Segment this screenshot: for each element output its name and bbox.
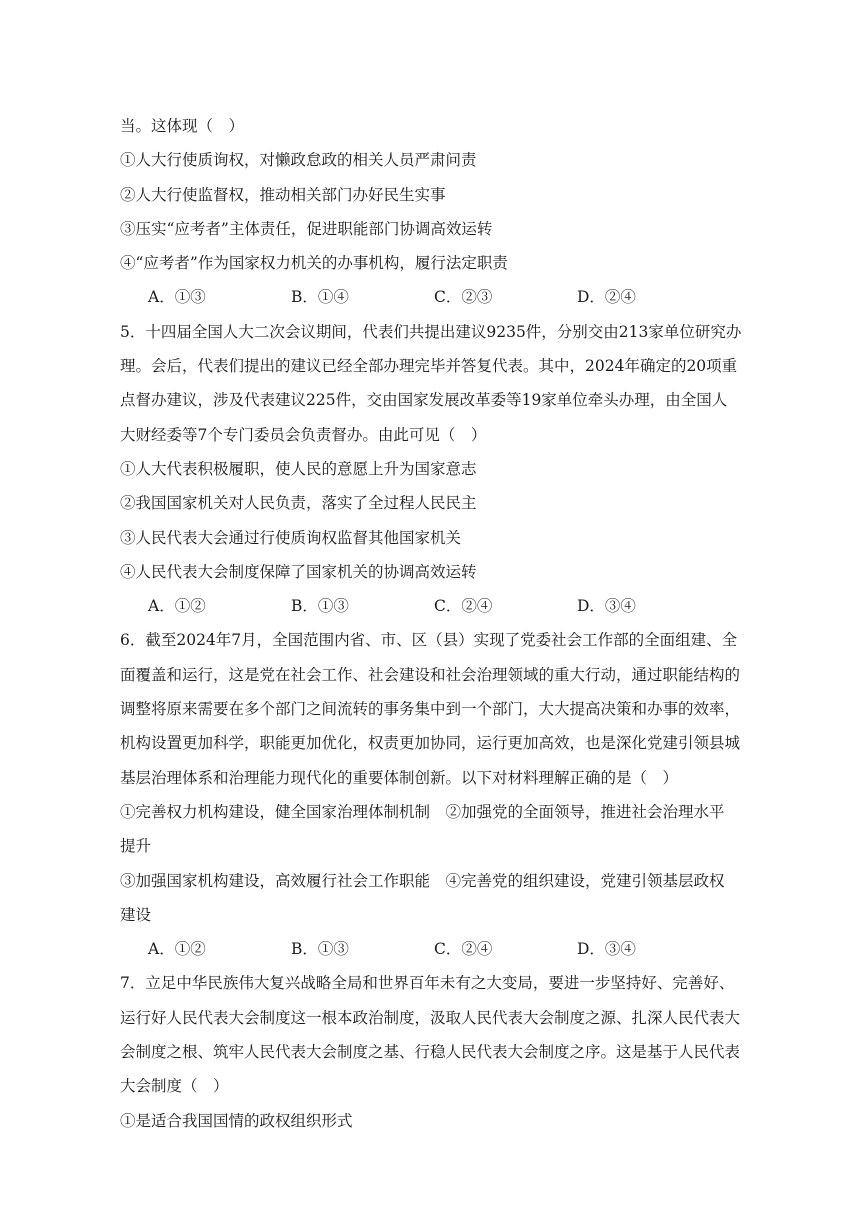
q4-option-c[interactable]: C．②③ [434,288,493,307]
q6-statement-line-3: ③加强国家机构建设，高效履行社会工作职能 ④完善党的组织建设，党建引领基层政权 [120,871,725,890]
q7-stem-line-1: 7．立足中华民族伟大复兴战略全局和世界百年未有之大变局，要进一步坚持好、完善好、 [120,974,735,993]
q4-option-b[interactable]: B．①④ [291,288,349,307]
q5-statement-1: ①人大代表积极履职，使人民的意愿上升为国家意志 [120,459,477,478]
q6-statement-line-1: ①完善权力机构建设，健全国家治理体制机制 ②加强党的全面领导，推进社会治理水平 [120,802,725,821]
q4-options [120,280,740,314]
q7-stem-line-3: 会制度之根、筑牢人民代表大会制度之基、行稳人民代表大会制度之序。这是基于人民代表 [120,1043,741,1062]
q6-options [120,932,740,966]
q6-stem-line-3: 调整将原来需要在多个部门之间流转的事务集中到一个部门，大大提高决策和办事的效率， [120,700,741,719]
q4-statement-2: ②人大行使监督权，推动相关部门办好民生实事 [120,185,446,204]
q5-statement-4: ④人民代表大会制度保障了国家机关的协调高效运转 [120,562,477,581]
q7-statement-1: ①是适合我国国情的政权组织形式 [120,1111,353,1130]
q4-option-d[interactable]: D．②④ [577,288,636,307]
q5-statement-3: ③人民代表大会通过行使质询权监督其他国家机关 [120,528,462,547]
q6-stem-line-1: 6．截至2024年7月，全国范围内省、市、区（县）实现了党委社会工作部的全面组建、全 [120,631,738,650]
q5-stem-line-2: 理。会后，代表们提出的建议已经全部办理完毕并答复代表。其中，2024年确定的20项重 [120,357,738,376]
q7-stem-line-2: 运行好人民代表大会制度这一根本政治制度，汲取人民代表大会制度之源、扎深人民代表大 [120,1008,741,1027]
q6-stem-line-4: 机构设置更加科学，职能更加优化，权责更加协同，运行更加高效，也是深化党建引领县城 [120,734,741,753]
q5-stem-line-4: 大财经委等7个专门委员会负责督办。由此可见（ ） [120,425,487,444]
q6-option-b[interactable]: B．①③ [291,940,349,959]
q5-options [120,589,740,623]
q5-stem-line-1: 5．十四届全国人大二次会议期间，代表们共提出建议9235件，分别交由213家单位研究办 [120,322,742,341]
q4-statement-3: ③压实“应考者”主体责任，促进职能部门协调高效运转 [120,219,493,238]
q6-option-d[interactable]: D．③④ [577,940,636,959]
q6-statement-line-2: 提升 [120,837,152,856]
q5-option-c[interactable]: C．②④ [434,597,493,616]
q4-stem-tail: 当。这体现（ ） [120,117,245,135]
q7-stem-line-4: 大会制度（ ） [120,1077,229,1096]
q5-statement-2: ②我国国家机关对人民负责，落实了全过程人民民主 [120,494,477,513]
q4-statement-4: ④“应考者”作为国家权力机关的办事机构，履行法定职责 [120,254,508,273]
q5-option-b[interactable]: B．①③ [291,597,349,616]
q6-stem-line-2: 面覆盖和运行，这是党在社会工作、社会建设和社会治理领域的重大行动，通过职能结构的 [120,665,741,684]
q5-option-a[interactable]: A．①② [148,597,206,616]
q6-option-c[interactable]: C．②④ [434,940,493,959]
q5-stem-line-3: 点督办建议，涉及代表建议225件，交由国家发展改革委等19家单位牵头办理，由全国人 [120,391,728,410]
q5-option-d[interactable]: D．③④ [577,597,636,616]
q6-statement-line-4: 建设 [120,905,152,924]
q6-stem-line-5: 基层治理体系和治理能力现代化的重要体制创新。以下对材料理解正确的是（ ） [120,768,679,787]
q6-option-a[interactable]: A．①② [148,940,206,959]
q4-statement-1: ①人大行使质询权，对懒政怠政的相关人员严肃问责 [120,151,477,170]
page-content [120,109,740,1138]
q4-option-a[interactable]: A．①③ [148,288,206,307]
